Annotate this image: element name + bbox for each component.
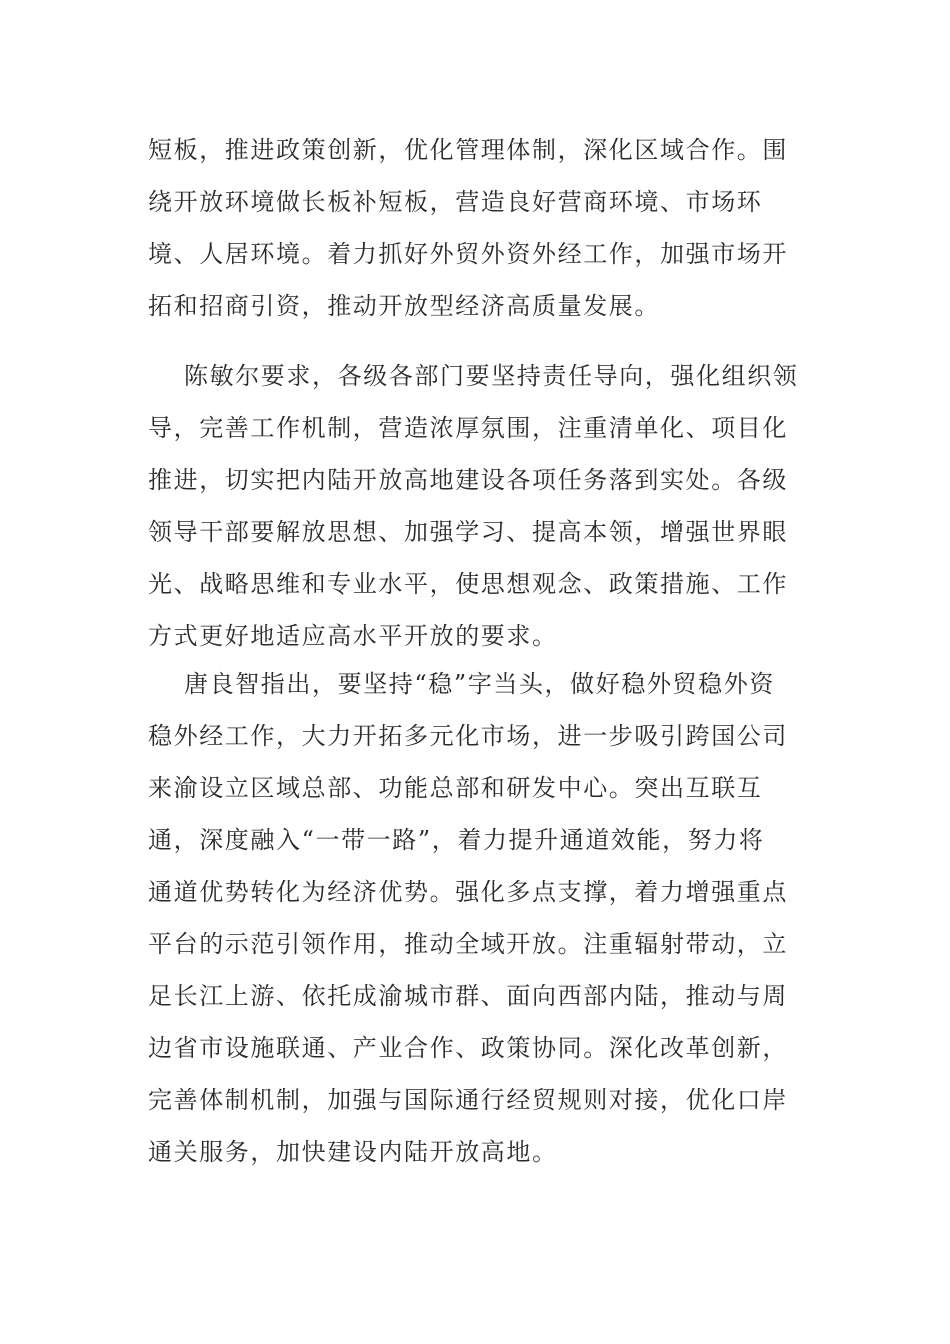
paragraph-line: 境、人居环境。着力抓好外贸外资外经工作，加强市场开 xyxy=(148,240,788,268)
paragraph-line: 绕开放环境做长板补短板，营造良好营商环境、市场环 xyxy=(148,188,763,216)
paragraph-line: 短板，推进政策创新，优化管理体制，深化区域合作。围 xyxy=(148,136,788,164)
paragraph-line: 导，完善工作机制，营造浓厚氛围，注重清单化、项目化 xyxy=(148,414,788,442)
paragraph-line: 领导干部要解放思想、加强学习、提高本领，增强世界眼 xyxy=(148,518,788,546)
paragraph-line: 通关服务，加快建设内陆开放高地。 xyxy=(148,1138,558,1166)
paragraph-line: 陈敏尔要求，各级各部门要坚持责任导向，强化组织领 xyxy=(184,362,799,390)
paragraph-2 xyxy=(148,350,798,662)
paragraph-line: 边省市设施联通、产业合作、政策协同。深化改革创新， xyxy=(148,1034,788,1062)
paragraph-line: 足长江上游、依托成渝城市群、面向西部内陆，推动与周 xyxy=(148,982,788,1010)
paragraph-line: 方式更好地适应高水平开放的要求。 xyxy=(148,622,558,650)
paragraph-line: 拓和招商引资，推动开放型经济高质量发展。 xyxy=(148,292,660,320)
paragraph-3 xyxy=(148,658,798,1178)
paragraph-line: 推进，切实把内陆开放高地建设各项任务落到实处。各级 xyxy=(148,466,788,494)
paragraph-line: 通，深度融入“一带一路”，着力提升通道效能，努力将 xyxy=(148,826,765,854)
paragraph-line: 来渝设立区域总部、功能总部和研发中心。突出互联互 xyxy=(148,774,763,802)
paragraph-line: 唐良智指出，要坚持“稳”字当头，做好稳外贸稳外资 xyxy=(184,670,775,698)
paragraph-1 xyxy=(148,124,798,332)
paragraph-line: 通道优势转化为经济优势。强化多点支撑，着力增强重点 xyxy=(148,878,788,906)
paragraph-line: 平台的示范引领作用，推动全域开放。注重辐射带动，立 xyxy=(148,930,788,958)
paragraph-line: 光、战略思维和专业水平，使思想观念、政策措施、工作 xyxy=(148,570,788,598)
paragraph-line: 稳外经工作，大力开拓多元化市场，进一步吸引跨国公司 xyxy=(148,722,788,750)
paragraph-line: 完善体制机制，加强与国际通行经贸规则对接，优化口岸 xyxy=(148,1086,788,1114)
